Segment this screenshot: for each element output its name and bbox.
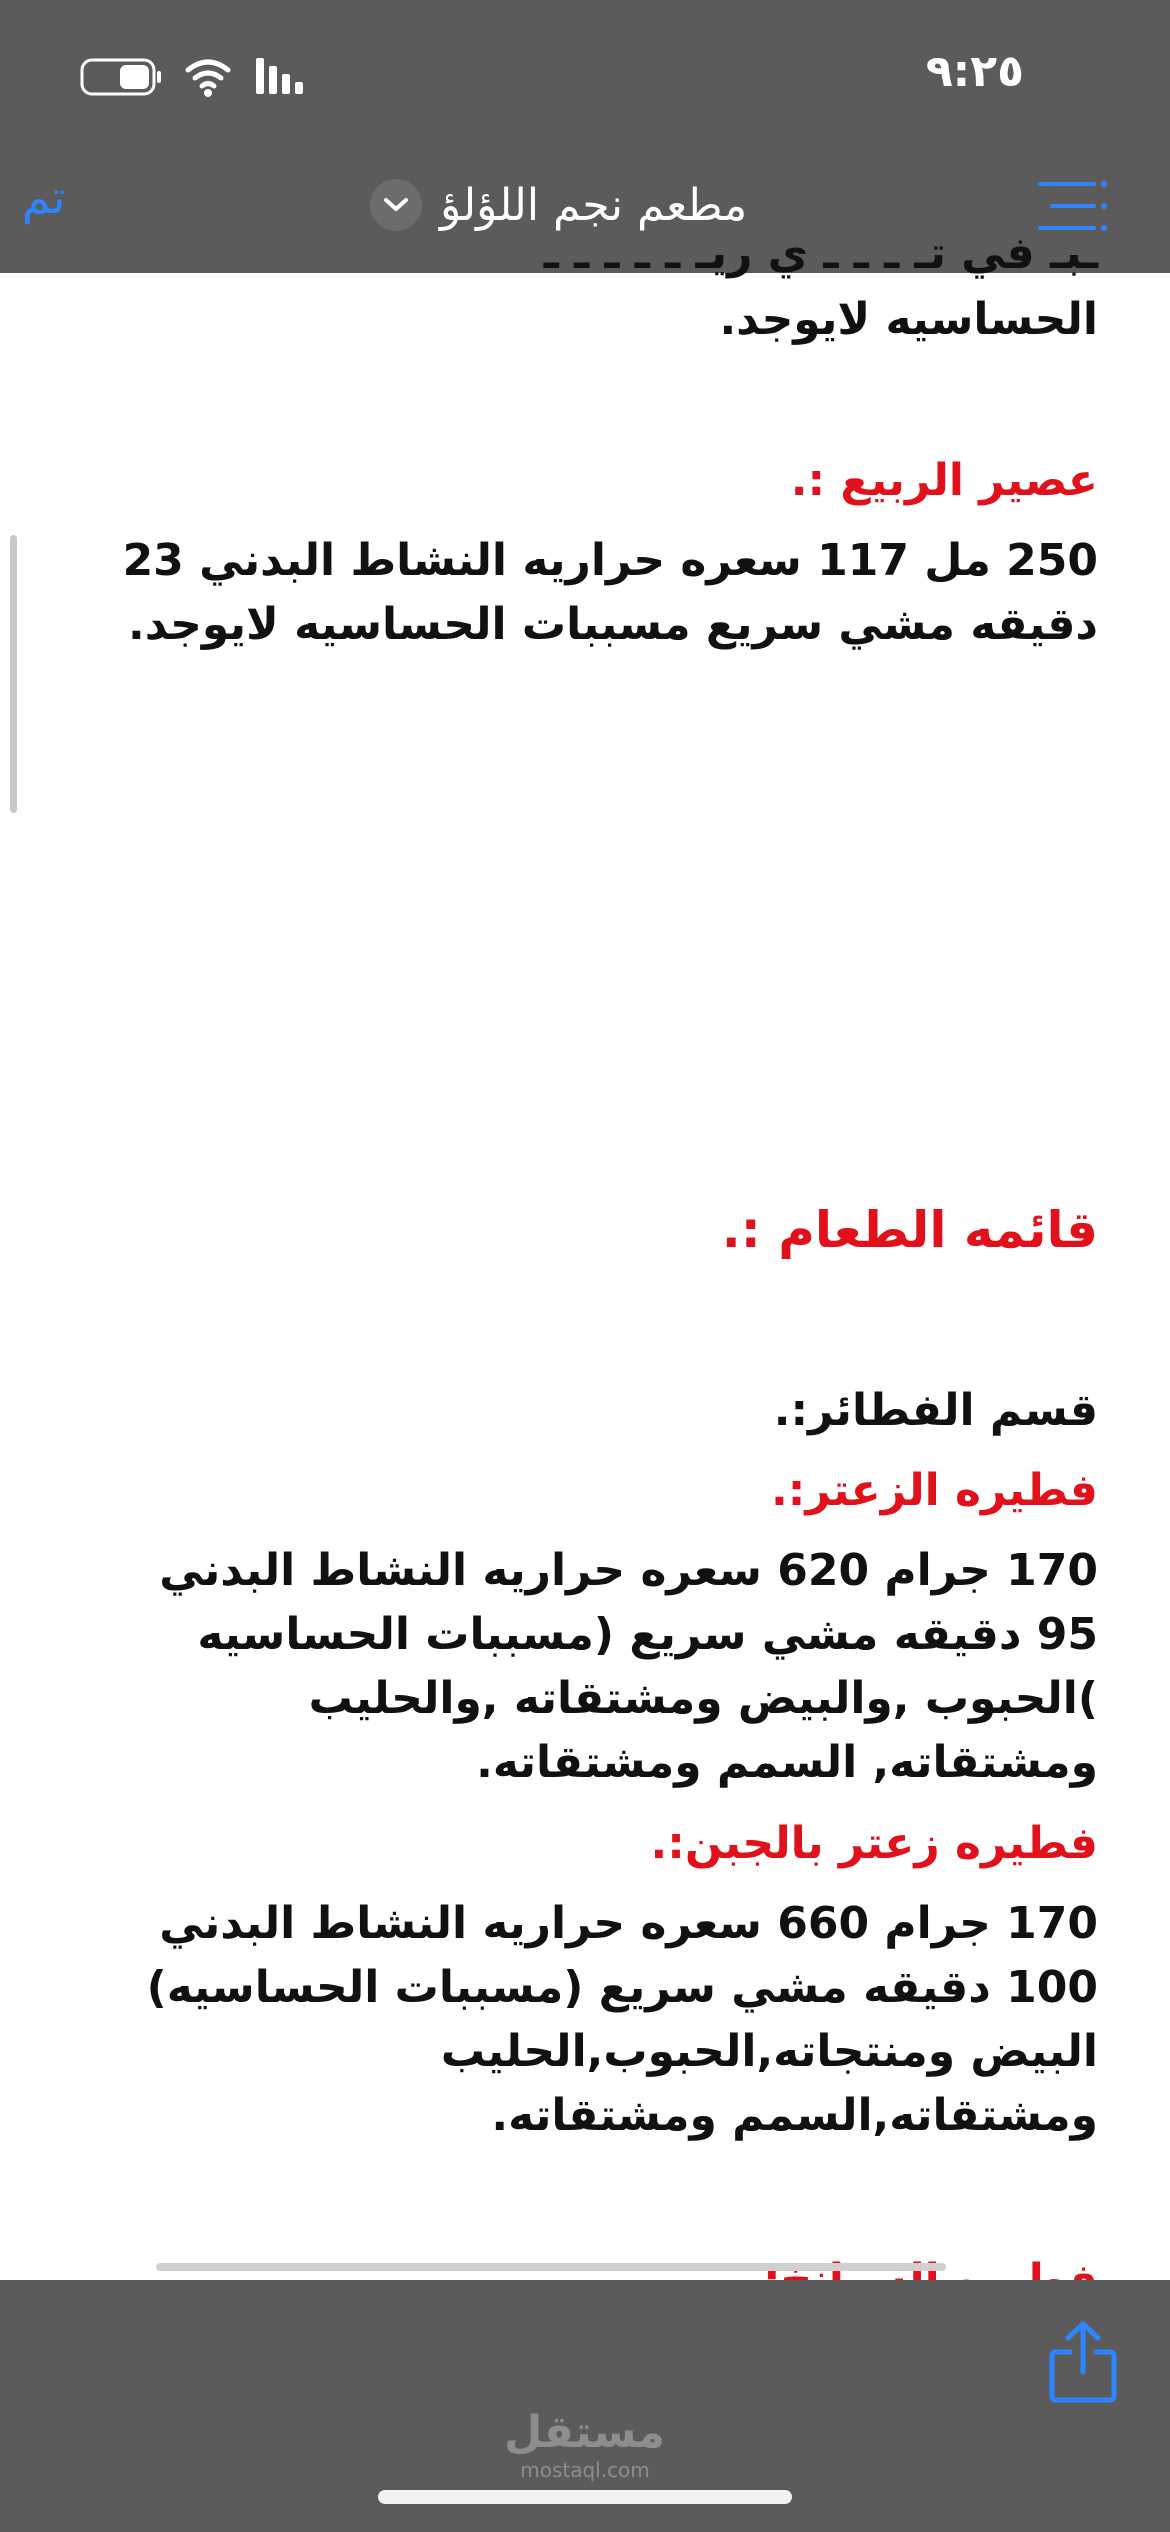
signal-icon (256, 58, 303, 94)
clipped-allergy-line: الحساسيه لايوجد. (719, 294, 1098, 345)
section-body: 250 مل 117 سعره حراريه النشاط البدني 23 دقيقه مشي سريع مسببات الحساسيه لايوجد. (122, 535, 1098, 650)
watermark-logo (505, 2408, 665, 2482)
share-icon[interactable] (1048, 2320, 1118, 2404)
document-view[interactable] (0, 228, 1170, 2280)
menu-item-body: 170 جرام 620 سعره حراريه النشاط البدني 95 دقيقه مشي سريع (مسببات الحساسيه )الحبوب ,والبيض ومشتقاته ,والحليب ومشتقاته, السمم ومشتقاته. (159, 1545, 1098, 1788)
category-heading: قسم الفطائر:. (773, 1385, 1098, 1436)
status-bar (0, 0, 1170, 150)
menu-heading: قائمه الطعام :. (721, 1201, 1098, 1259)
section-heading: عصير الربيع :. (790, 455, 1098, 506)
document-title: مطعم نجم اللؤلؤ (440, 179, 748, 231)
vertical-scroll-indicator[interactable] (10, 535, 17, 813)
menu-item-body: 170 جرام 660 سعره حراريه النشاط البدني 100 دقيقه مشي سريع (مسببات الحساسيه) البيض ومنتجاته,الحبوب,الحليب ومشتقاته,السمم ومشتقاته. (146, 1898, 1098, 2141)
horizontal-scroll-indicator[interactable] (156, 2263, 946, 2271)
clipped-previous-line: ـبـ في تـ ـ ـ ـ ي ريـ ـ ـ ـ ـ ـ (543, 228, 1098, 279)
done-button[interactable]: تم (22, 170, 66, 224)
watermark-latin: mostaql.com (520, 2458, 650, 2482)
watermark-arabic: مستقل (504, 2407, 665, 2458)
status-icons (80, 52, 330, 102)
home-indicator[interactable] (378, 2490, 792, 2504)
battery-icon (82, 60, 161, 94)
menu-item-name: فطيره الزعتر:. (771, 1465, 1098, 1516)
wifi-icon (188, 62, 228, 97)
menu-item-name: فطيره زعتر بالجبن:. (650, 1818, 1098, 1869)
status-time: ٩:٢٥ (925, 46, 1024, 97)
